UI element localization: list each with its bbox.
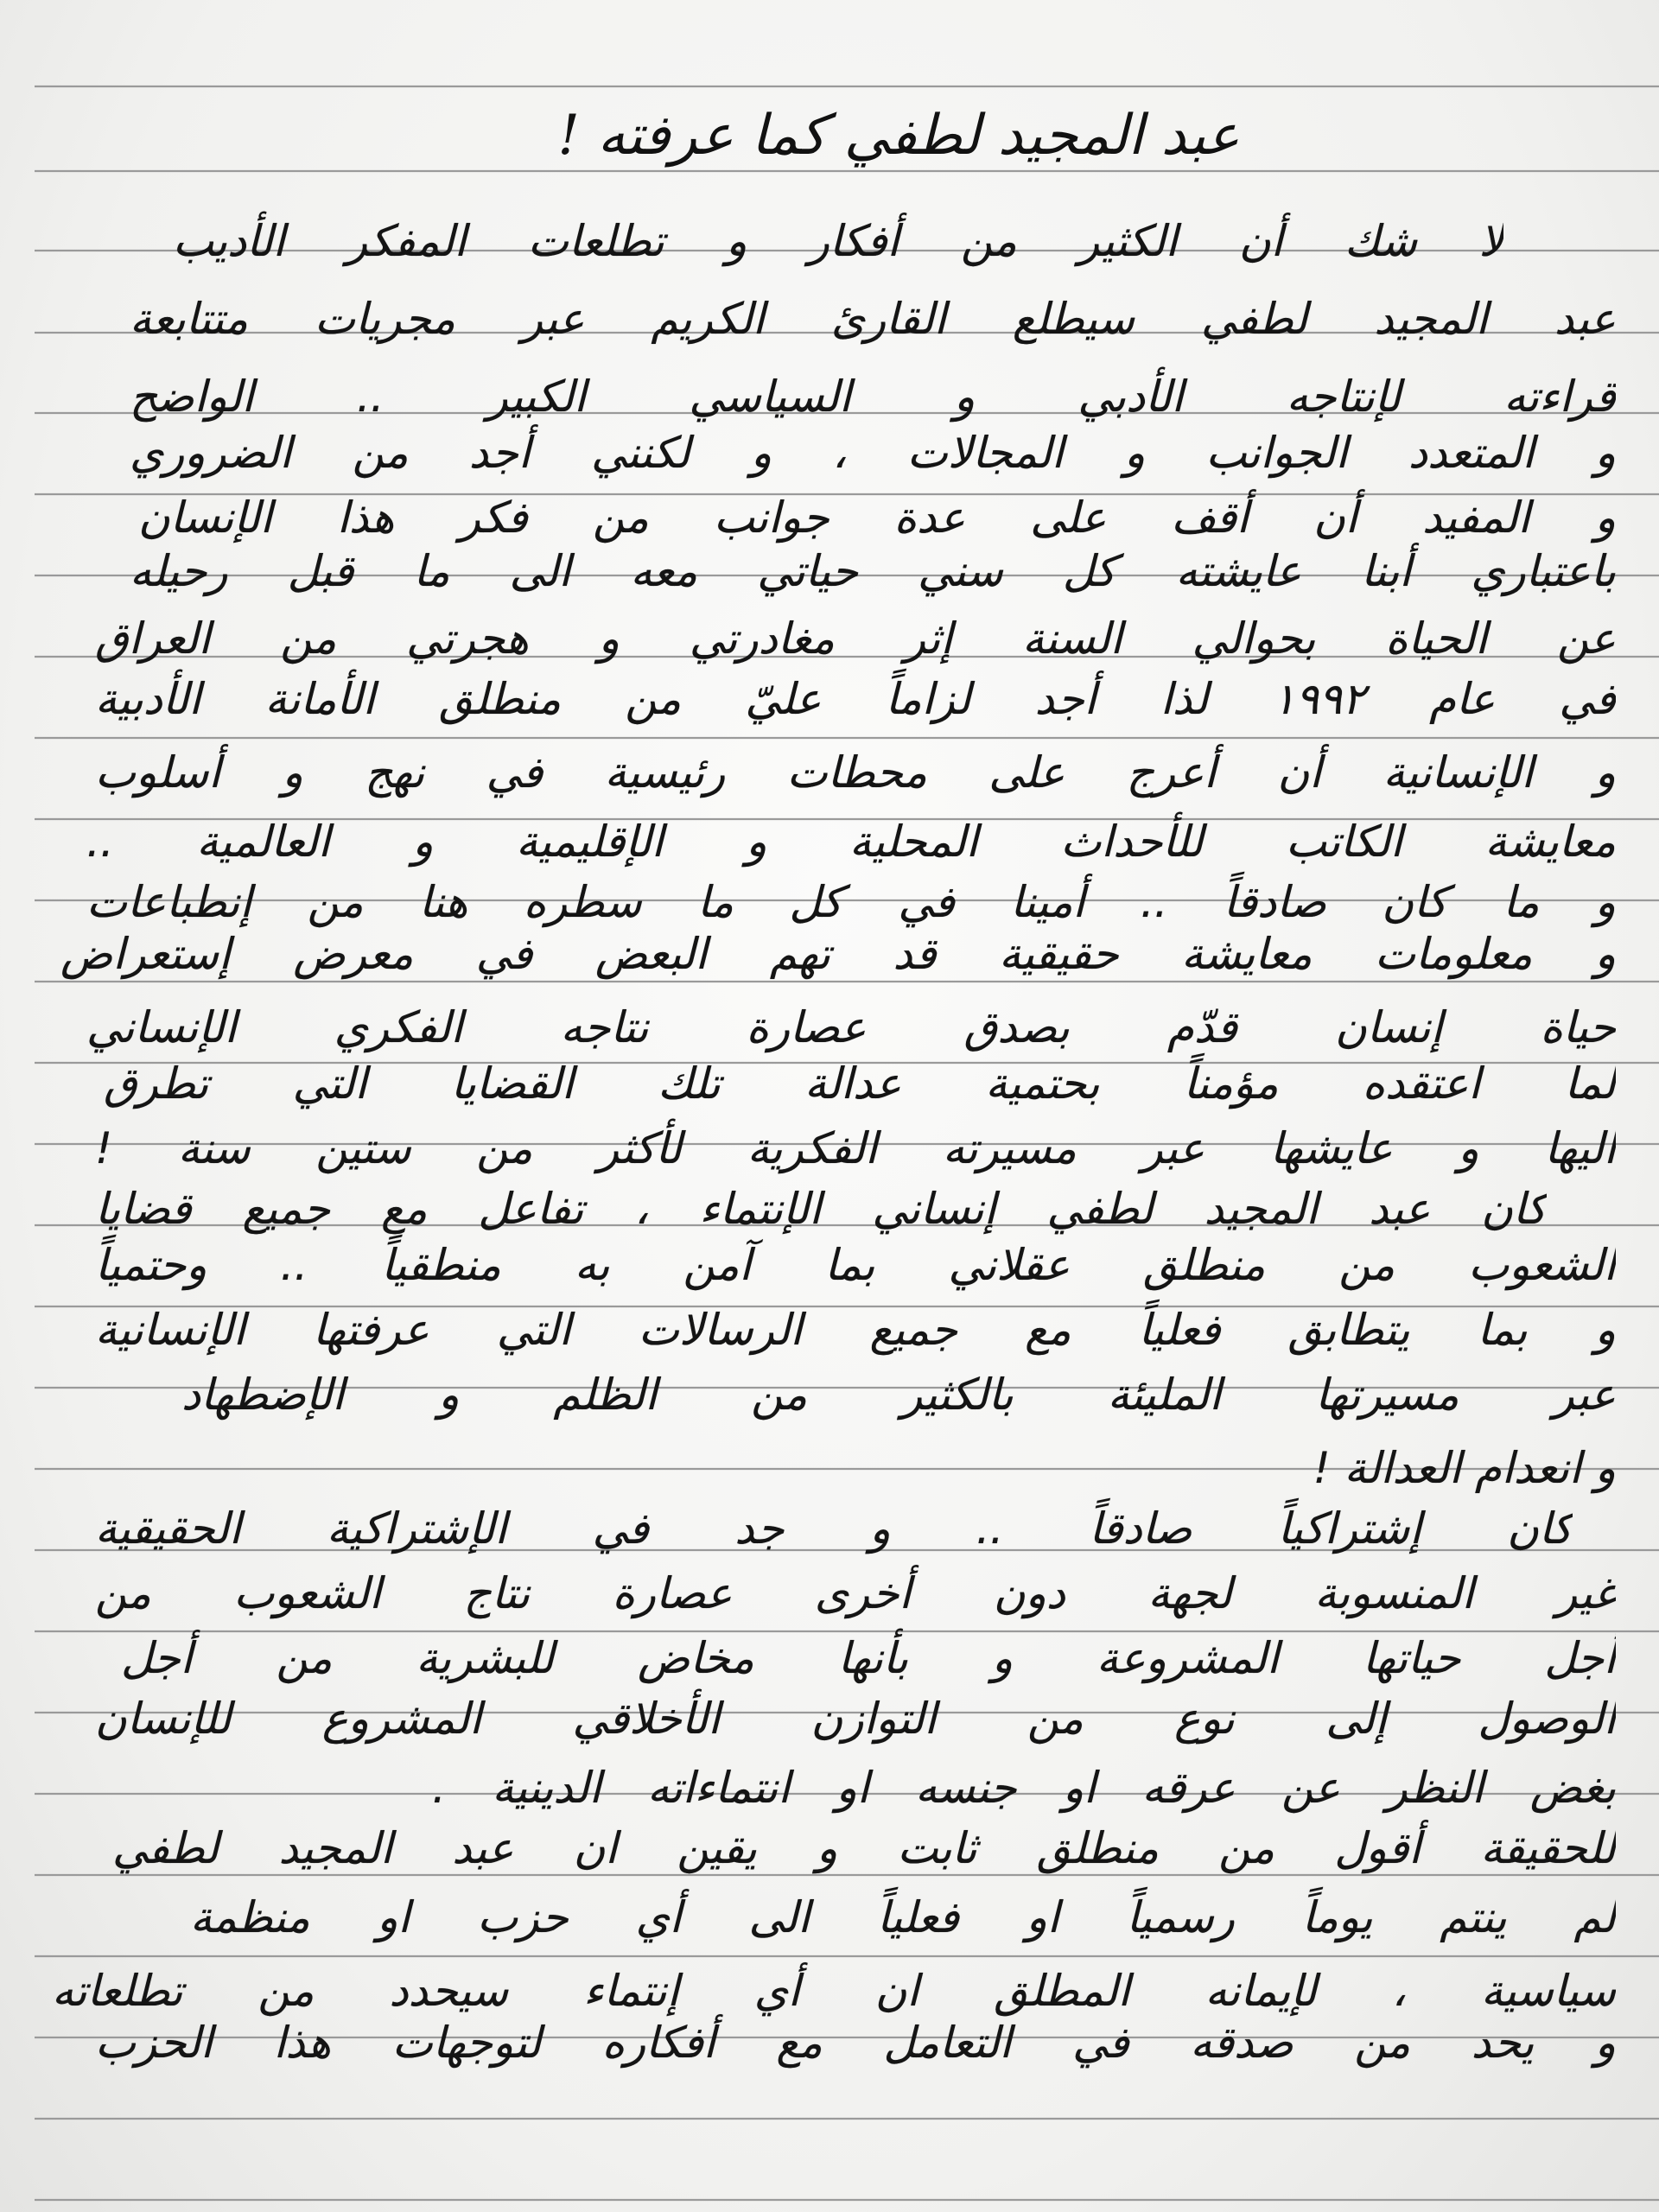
text-line: لا شك أن الكثير من أفكار و تطلعات المفكر الأديب [173,216,1503,266]
text-line: عبد المجيد لطفي سيطلع القارئ الكريم عبر مجريات متتابعة [130,294,1616,344]
text-line: الوصول إلى نوع من التوازن الأخلاقي المشروع للإنسان [95,1694,1616,1744]
text-line: في عام ١٩٩٢ لذا أجد لزاماً عليّ من منطلق الأمانة الأدبية [95,674,1616,724]
text-line: كان عبد المجيد لطفي إنساني الإنتماء ، تفاعل مع جميع قضايا [95,1184,1547,1234]
text-line: و معلومات معايشة حقيقية قد تهم البعض في معرض إستعراض [60,929,1616,979]
text-line: لما اعتقده مؤمناً بحتمية عدالة تلك القضايا التي تطرق [104,1058,1616,1109]
text-line: أجل حياتها المشروعة و بأنها مخاض للبشرية من أجل [121,1633,1616,1683]
text-line: باعتباري أبنا عايشته كل سني حياتي معه الى ما قبل رحيله [130,546,1616,596]
text-line: و يحد من صدقه في التعامل مع أفكاره لتوجهات هذا الحزب [95,2018,1616,2068]
text-line: و المفيد أن أقف على عدة جوانب من فكر هذا الإنسان [138,493,1616,543]
text-line: سياسية ، لإيمانه المطلق ان أي إنتماء سيحدد من تطلعاته [52,1966,1616,2016]
text-line: لم ينتم يوماً رسمياً او فعلياً الى أي حزب او منظمة [190,1892,1616,1942]
page-title [0,97,1659,175]
text-line: عبر مسيرتها المليئة بالكثير من الظلم و الإضطهاد [181,1370,1616,1420]
text-line: حياة إنسان قدّم بصدق عصارة نتاجه الفكري الإنساني [86,1002,1616,1052]
text-line: و الإنسانية أن أعرج على محطات رئيسية في نهج و أسلوب [95,747,1616,798]
page-title-text: عبد المجيد لطفي كما عرفته ! [557,104,1240,168]
text-line: غير المنسوبة لجهة دون أخرى عصارة نتاج الشعوب من [95,1568,1616,1618]
text-line: كان إشتراكياً صادقاً .. و جد في الإشتراكية الحقيقية [95,1503,1573,1554]
text-line: و انعدام العدالة ! [1313,1443,1616,1493]
text-line: و بما يتطابق فعلياً مع جميع الرسالات التي عرفتها الإنسانية [95,1305,1616,1355]
text-line: اليها و عايشها عبر مسيرته الفكرية لأكثر من ستين سنة ! [95,1123,1616,1173]
text-line: و المتعدد الجوانب و المجالات ، و لكنني أجد من الضروري [130,428,1616,478]
text-line: معايشة الكاتب للأحداث المحلية و الإقليمية و العالمية .. [86,817,1616,867]
text-line: بغض النظر عن عرقه او جنسه او انتماءاته الدينية . [432,1763,1616,1813]
text-line: و ما كان صادقاً .. أمينا في كل ما سطره هنا من إنطباعات [86,877,1616,927]
text-line: للحقيقة أقول من منطلق ثابت و يقين ان عبد المجيد لطفي [112,1823,1616,1873]
text-line: عن الحياة بحوالي السنة إثر مغادرتي و هجرتي من العراق [95,613,1616,664]
text-line: الشعوب من منطلق عقلاني بما آمن به منطقياً .. وحتمياً [95,1240,1616,1290]
text-line: قراءته لإنتاجه الأدبي و السياسي الكبير .. الواضح [130,372,1616,422]
